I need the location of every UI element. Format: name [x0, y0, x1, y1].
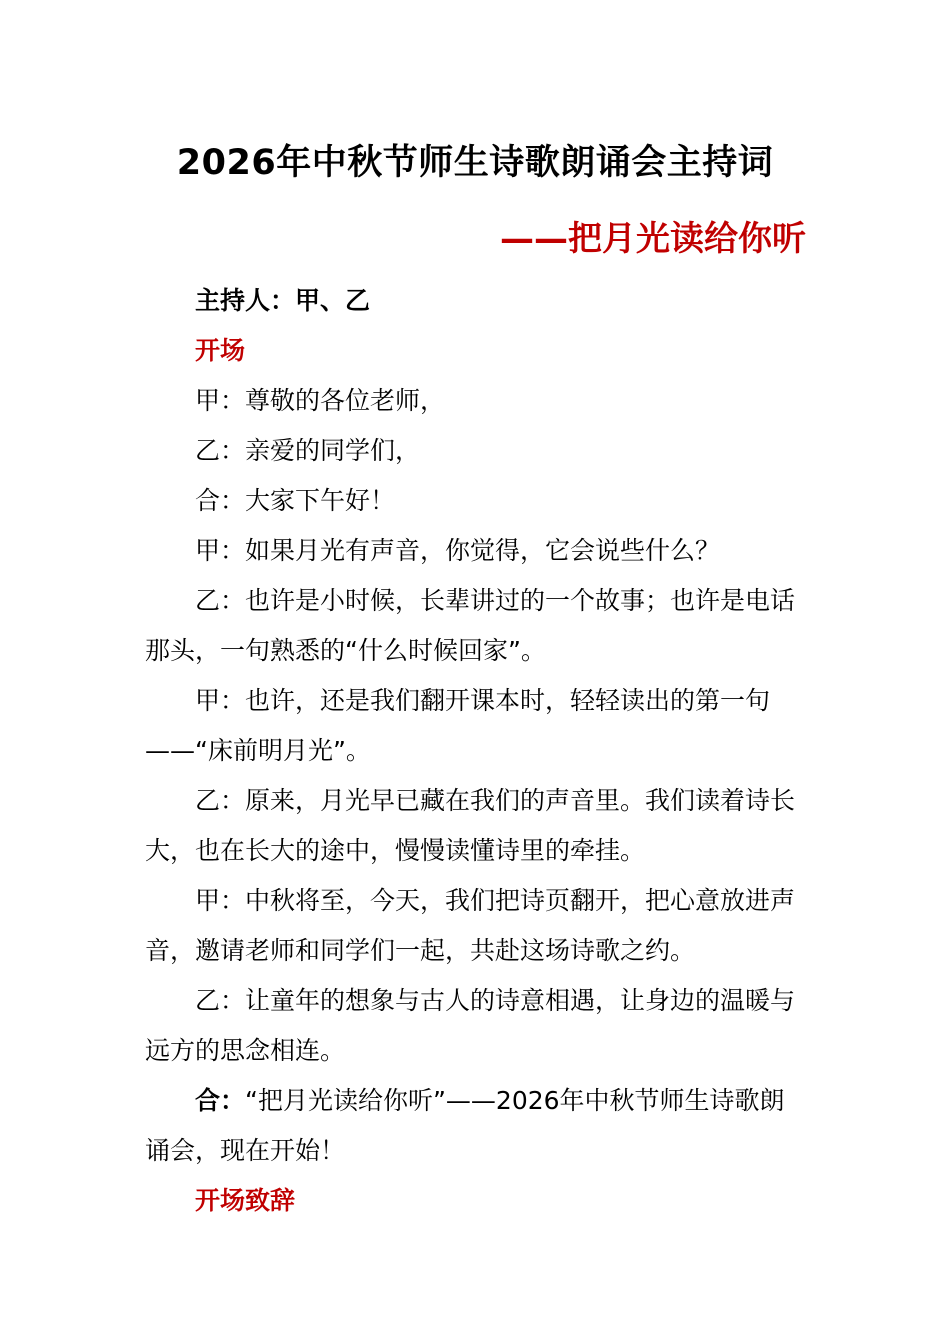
- line-text: 亲爱的同学们，: [245, 436, 421, 465]
- speaker-label: 乙：: [195, 436, 246, 465]
- line-text: 中秋将至，今天，我们把诗页翻开，把心意放进声音，邀请老师和同学们一起，共赴这场诗歌之约。: [145, 886, 796, 965]
- speaker-label: 甲：: [195, 386, 246, 415]
- speaker-label: 乙：: [195, 986, 246, 1015]
- document-title: 2026年中秋节师生诗歌朗诵会主持词: [176, 143, 774, 183]
- line-text: 让童年的想象与古人的诗意相遇，让身边的温暖与远方的思念相连。: [145, 986, 796, 1065]
- document-body: [145, 276, 807, 1226]
- script-line: [145, 476, 807, 526]
- section-heading-opening: 开场: [195, 336, 246, 365]
- script-line: [145, 576, 807, 676]
- line-text: 大家下午好！: [245, 486, 396, 515]
- document-subtitle: ——把月光读给你听: [500, 219, 806, 259]
- line-text: 尊敬的各位老师，: [245, 386, 446, 415]
- speaker-label: 甲：: [195, 536, 246, 565]
- script-line: [145, 776, 807, 876]
- speaker-label: 乙：: [195, 786, 246, 815]
- line-text: 也许是小时候，长辈讲过的一个故事；也许是电话那头，一句熟悉的“什么时候回家”。: [145, 586, 796, 665]
- speaker-label: 合：: [195, 1086, 246, 1115]
- speaker-label: 甲：: [195, 686, 246, 715]
- script-line: [145, 526, 807, 576]
- line-text: 原来，月光早已藏在我们的声音里。我们读着诗长大，也在长大的途中，慢慢读懂诗里的牵挂。: [145, 786, 796, 865]
- speaker-label: 乙：: [195, 586, 246, 615]
- script-line: [145, 976, 807, 1076]
- line-text: 也许，还是我们翻开课本时，轻轻读出的第一句——“床前明月光”。: [145, 686, 771, 765]
- speaker-label: 甲：: [195, 886, 246, 915]
- script-line: [145, 376, 807, 426]
- script-line: [145, 1076, 807, 1176]
- hosts-label: 主持人：甲、乙: [195, 286, 371, 315]
- speaker-label: 合：: [195, 486, 246, 515]
- script-line: [145, 876, 807, 976]
- line-text: 如果月光有声音，你觉得，它会说些什么？: [245, 536, 721, 565]
- section-heading-speech: 开场致辞: [195, 1186, 296, 1215]
- script-line: [145, 676, 807, 776]
- script-line: [145, 426, 807, 476]
- line-text: “把月光读给你听”——2026年中秋节师生诗歌朗诵会，现在开始！: [145, 1086, 785, 1165]
